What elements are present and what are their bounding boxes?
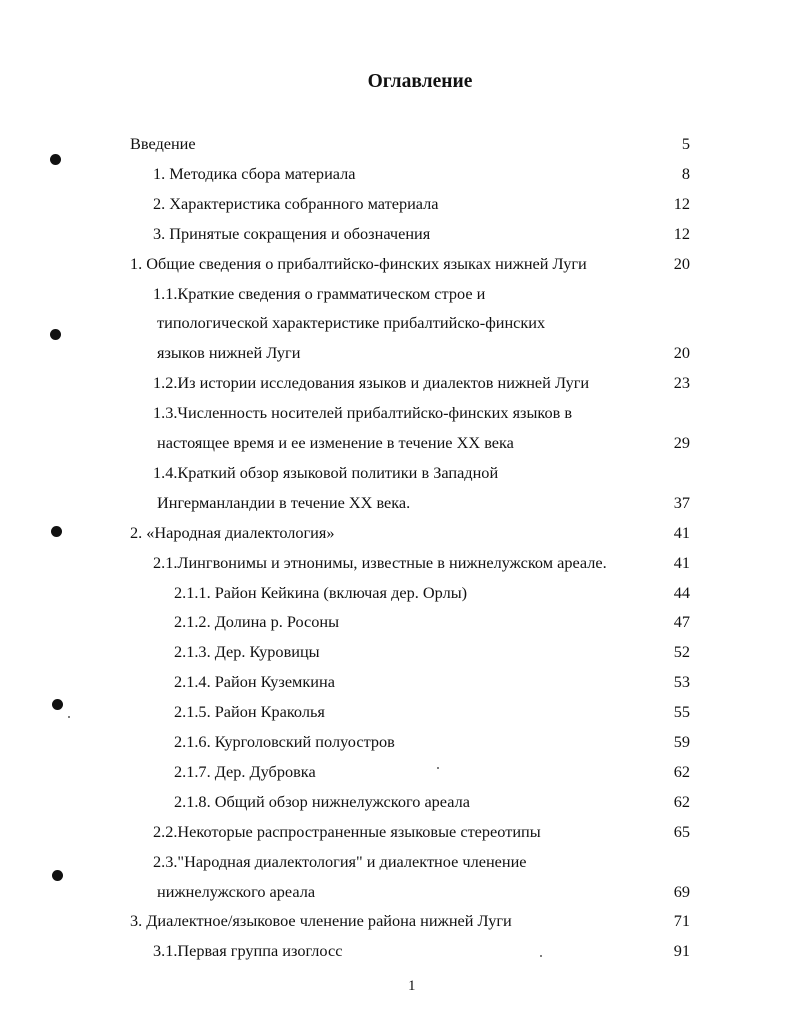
- toc-entry-title: 1.2.Из истории исследования языков и диалектов нижней Луги: [153, 373, 590, 393]
- toc-entry-title: 2.2.Некоторые распространенные языковые стереотипы: [153, 821, 541, 841]
- toc-entry-page: 71: [673, 911, 690, 931]
- toc-entry: [0, 492, 700, 514]
- toc-entry-page: 12: [673, 223, 690, 243]
- toc-entry-title: 2.1.7. Дер. Дубровка: [174, 761, 316, 781]
- toc-entry-title: 3. Принятые сокращения и обозначения: [153, 223, 431, 243]
- toc-entry-title: настоящее время и ее изменение в течение XX века: [157, 433, 514, 452]
- punch-hole-mark: [51, 526, 62, 537]
- toc-entry-page: 91: [673, 941, 690, 961]
- punch-hole-mark: [52, 699, 63, 710]
- toc-entry-title: Введение: [130, 134, 196, 153]
- toc-entry-page: 29: [673, 433, 690, 452]
- toc-entry: [0, 432, 700, 454]
- toc-entry: [0, 761, 700, 783]
- toc-entry-title: 1. Общие сведения о прибалтийско-финских языках нижней Луги: [130, 253, 587, 273]
- toc-entry-page: 37: [673, 492, 690, 512]
- toc-entry-title: языков нижней Луги: [157, 343, 301, 363]
- toc-entry: [0, 881, 700, 903]
- toc-entry-title: 2.3."Народная диалектология" и диалектное членение: [153, 851, 527, 871]
- page-number: 1: [408, 978, 416, 994]
- toc-entry: [0, 283, 700, 305]
- toc-entry-page: 23: [673, 373, 690, 393]
- scan-speck: [540, 955, 542, 957]
- toc-entry: [0, 671, 700, 693]
- toc-entry-page: 41: [673, 522, 690, 542]
- punch-hole-mark: [50, 329, 61, 340]
- toc-entry-title: 2.1.8. Общий обзор нижнелужского ареала: [174, 791, 470, 811]
- scan-speck: [68, 716, 70, 718]
- toc-entry: [0, 851, 700, 873]
- toc-entry: [0, 821, 700, 843]
- toc-entry: [0, 641, 700, 663]
- toc-entry: [0, 731, 700, 753]
- punch-hole-mark: [50, 154, 61, 165]
- page-title: Оглавление: [367, 71, 473, 92]
- toc-entry: [0, 611, 700, 633]
- toc-entry-title: 2. Характеристика собранного материала: [153, 193, 439, 213]
- toc-entry: [0, 402, 700, 424]
- toc-entry-title: 1.4.Краткий обзор языковой политики в Западной: [153, 462, 499, 482]
- toc-entry-page: 62: [673, 761, 690, 781]
- toc-entry: [0, 372, 700, 394]
- toc-entry-title: Ингерманландии в течение XX века.: [157, 492, 411, 512]
- toc-entry-title: 1. Методика сбора материала: [153, 163, 356, 183]
- toc-entry: [0, 133, 700, 155]
- toc-entry-page: 65: [673, 821, 690, 841]
- toc-entry-page: 20: [673, 343, 690, 363]
- toc-entry-page: 62: [673, 791, 690, 811]
- toc-entry-page: 44: [673, 582, 690, 602]
- toc-entry: [0, 163, 700, 185]
- toc-entry: [0, 193, 700, 215]
- toc-entry: [0, 701, 700, 723]
- toc-entry-page: 52: [673, 642, 690, 662]
- toc-entry-page: 59: [673, 732, 690, 751]
- toc-entry: [0, 940, 700, 962]
- toc-entry-title: 3. Диалектное/языковое членение района нижней Луги: [130, 911, 512, 931]
- toc-entry: [0, 462, 700, 484]
- toc-entry-page: 69: [673, 881, 690, 901]
- toc-entry-title: 2.1.1. Район Кейкина (включая дер. Орлы): [174, 582, 468, 602]
- toc-entry-title: 2.1.Лингвонимы и этнонимы, известные в нижнелужском ареале.: [153, 552, 607, 572]
- toc-entry-page: 55: [673, 702, 690, 722]
- toc-entry: [0, 582, 700, 604]
- toc-entry-page: 41: [673, 552, 690, 572]
- toc-entry-page: 20: [673, 253, 690, 273]
- toc-entry-title: 2.1.6. Курголовский полуостров: [174, 732, 395, 751]
- toc-entry: [0, 342, 700, 364]
- toc-entry: [0, 791, 700, 813]
- toc-entry: [0, 552, 700, 574]
- toc-entry: [0, 223, 700, 245]
- scan-speck: [437, 767, 439, 769]
- punch-hole-mark: [52, 870, 63, 881]
- toc-entry: [0, 253, 700, 275]
- toc-entry-title: 3.1.Первая группа изоглосс: [153, 941, 343, 961]
- toc-entry-title: 1.1.Краткие сведения о грамматическом строе и: [153, 283, 486, 303]
- toc-entry-page: 8: [681, 163, 690, 183]
- toc-entry-title: нижнелужского ареала: [157, 881, 316, 901]
- toc-entry-title: 2.1.3. Дер. Куровицы: [174, 642, 320, 662]
- toc-entry-page: 53: [673, 672, 690, 692]
- toc-entry-title: 2.1.4. Район Куземкина: [174, 672, 335, 692]
- toc-entry-page: 47: [673, 612, 690, 632]
- toc-entry-title: 2.1.5. Район Краколья: [174, 702, 325, 722]
- toc-entry: [0, 910, 700, 932]
- toc-entry: [0, 522, 700, 544]
- toc-entry-title: 1.3.Численность носителей прибалтийско-финских языков в: [153, 403, 573, 423]
- toc-entry-title: 2.1.2. Долина р. Росоны: [174, 612, 340, 632]
- toc-entry: [0, 312, 700, 334]
- toc-entry-title: 2. «Народная диалектология»: [130, 522, 335, 542]
- toc-entry-page: 12: [673, 193, 690, 213]
- toc-entry-page: 5: [681, 134, 690, 153]
- toc-entry-title: типологической характеристике прибалтийско-финских: [157, 313, 546, 333]
